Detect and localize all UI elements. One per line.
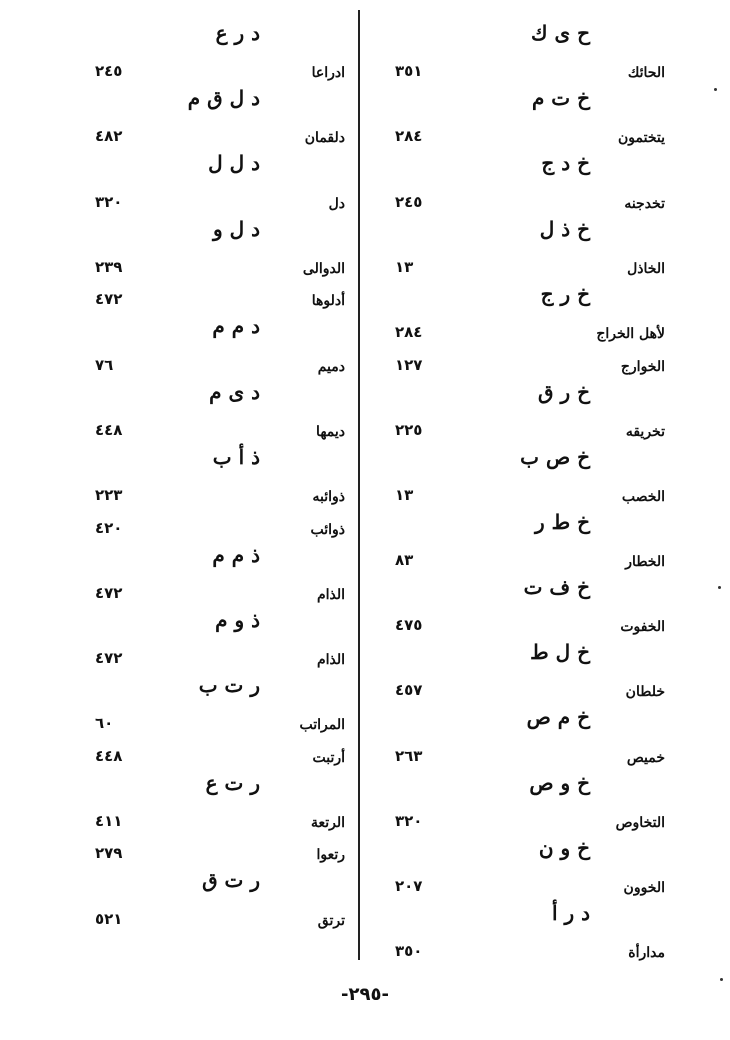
- index-entry: [95, 509, 345, 542]
- entry-word: أرتبت: [312, 749, 345, 766]
- root-heading: د ل ق م: [187, 86, 260, 111]
- index-entry: [95, 248, 345, 281]
- entry-page-number: ٣٢٠: [395, 811, 423, 830]
- entry-word: الخطار: [625, 554, 665, 571]
- scan-speck: [718, 586, 721, 589]
- entry-page-number: ٢٨٤: [395, 127, 423, 146]
- index-entry: [95, 639, 345, 672]
- entry-word: ذوائب: [310, 521, 345, 538]
- index-entry: [375, 248, 665, 281]
- root-heading: د ل ل: [208, 151, 260, 176]
- index-entry: [375, 737, 665, 770]
- entry-page-number: ٢٤٥: [395, 192, 423, 211]
- entry-word: ذوائبه: [312, 488, 345, 505]
- entry-page-number: ٢٢٣: [95, 485, 123, 504]
- index-entry: [95, 53, 345, 86]
- entry-page-number: ٤٤٨: [95, 746, 123, 765]
- entry-page-number: ٨٣: [395, 551, 414, 570]
- entry-word: المراتب: [299, 717, 345, 734]
- entry-word: الرتعة: [310, 814, 345, 831]
- entry-page-number: ٤١١: [95, 811, 123, 830]
- index-entry: [375, 933, 665, 966]
- root-heading: ر ت ع: [205, 770, 260, 795]
- entry-word: ديمها: [316, 423, 345, 440]
- entry-word: تخدجنه: [624, 195, 665, 212]
- index-entry: [95, 900, 345, 933]
- entry-word: دل: [328, 195, 345, 212]
- index-entry: [95, 118, 345, 151]
- entry-page-number: ٤٢٠: [95, 518, 123, 537]
- entry-word: الخوون: [623, 880, 665, 897]
- column-divider: [358, 10, 360, 960]
- entry-word: ادراعا: [311, 65, 345, 82]
- entry-word: الذام: [316, 586, 345, 603]
- entry-page-number: ٢٨٤: [395, 322, 423, 341]
- index-entry: [375, 672, 665, 705]
- entry-word: مدارأة: [628, 945, 665, 962]
- index-entry: [95, 704, 345, 737]
- entry-word: يتختمون: [618, 130, 665, 147]
- root-heading: خ ل ط: [530, 640, 590, 665]
- root-heading: د ر ع: [215, 21, 260, 45]
- entry-page-number: ٤٧٢: [95, 290, 123, 309]
- root-heading: خ ر ج: [540, 281, 590, 306]
- entry-page-number: ١٣: [395, 485, 414, 504]
- root-heading: خ ف ت: [523, 575, 590, 600]
- root-heading: ح ى ك: [531, 21, 590, 45]
- index-entry: [95, 411, 345, 444]
- entry-page-number: ٤٥٧: [395, 681, 423, 700]
- entry-word: الدوالى: [302, 260, 345, 277]
- index-entry: [375, 346, 665, 379]
- index-entry: [375, 476, 665, 509]
- index-entry: [95, 476, 345, 509]
- entry-word: الحائك: [627, 65, 665, 82]
- root-heading: د ل و: [212, 216, 260, 241]
- entry-word: الخفوت: [620, 619, 665, 636]
- entry-page-number: ٣٢٠: [95, 192, 123, 211]
- index-entry: [375, 542, 665, 575]
- entry-page-number: ١٣: [395, 257, 414, 276]
- index-entry: [375, 53, 665, 86]
- index-entry: [95, 737, 345, 770]
- entry-word: أدلوها: [311, 293, 345, 310]
- entry-page-number: ٤٨٢: [95, 127, 123, 146]
- index-entry: [375, 411, 665, 444]
- entry-page-number: ٢٧٩: [95, 844, 123, 863]
- root-heading: خ ذ ل: [539, 216, 590, 241]
- entry-page-number: ٢٤٥: [95, 62, 123, 81]
- entry-word: تخريقه: [625, 423, 665, 440]
- root-heading: خ ط ر: [535, 509, 590, 534]
- index-entry: [95, 281, 345, 314]
- index-entry: [95, 183, 345, 216]
- root-heading: خ و ص: [529, 770, 590, 795]
- root-heading: خ م ص: [526, 705, 590, 730]
- root-heading: خ ص ب: [520, 444, 590, 469]
- entry-word: خلطان: [625, 684, 665, 701]
- entry-word: ترتق: [317, 912, 345, 929]
- entry-word: الخوارج: [620, 358, 665, 375]
- entry-page-number: ٢٣٩: [95, 257, 123, 276]
- entry-page-number: ٢٠٧: [395, 877, 423, 896]
- root-heading: خ د ج: [541, 151, 590, 176]
- entry-page-number: ٢٦٣: [395, 746, 423, 765]
- root-heading: ذ أ ب: [212, 444, 260, 469]
- page-number: -٢٩٥-: [341, 984, 389, 1005]
- entry-word: الخاذل: [627, 260, 665, 277]
- root-heading: خ ر ق: [537, 379, 590, 404]
- root-heading: د م م: [212, 314, 260, 339]
- scan-speck: [714, 88, 717, 91]
- scan-speck: [720, 978, 723, 981]
- index-entry: [95, 802, 345, 835]
- entry-word: لأهل الخراج: [596, 325, 665, 342]
- entry-page-number: ٤٧٢: [95, 583, 123, 602]
- entry-page-number: ٤٤٨: [95, 420, 123, 439]
- entry-page-number: ٢٢٥: [395, 420, 423, 439]
- index-column-right: [375, 20, 665, 965]
- entry-page-number: ٥٢١: [95, 909, 123, 928]
- root-heading: د ى م: [209, 379, 260, 404]
- entry-page-number: ٣٥٠: [395, 942, 423, 961]
- index-entry: [375, 313, 665, 346]
- entry-word: دميم: [317, 358, 345, 375]
- index-entry: [95, 574, 345, 607]
- index-entry: [375, 118, 665, 151]
- entry-word: التخاوص: [615, 814, 665, 831]
- entry-page-number: ٧٦: [95, 355, 114, 374]
- entry-page-number: ٤٧٢: [95, 648, 123, 667]
- entry-page-number: ٤٧٥: [395, 616, 423, 635]
- entry-word: خميص: [626, 749, 665, 766]
- index-entry: [95, 346, 345, 379]
- index-entry: [375, 183, 665, 216]
- root-heading: خ ت م: [531, 86, 590, 111]
- root-heading: خ و ن: [538, 835, 590, 860]
- entry-word: الذام: [316, 651, 345, 668]
- entry-page-number: ٦٠: [95, 714, 114, 733]
- entry-word: الخصب: [621, 488, 665, 505]
- index-entry: [375, 867, 665, 900]
- index-entry: [375, 607, 665, 640]
- entry-page-number: ٣٥١: [395, 62, 423, 81]
- entry-word: دلقمان: [304, 130, 345, 147]
- index-entry: [375, 802, 665, 835]
- index-column-left: [95, 20, 345, 933]
- index-entry: [95, 835, 345, 868]
- root-heading: د ر أ: [551, 901, 590, 926]
- entry-word: رتعوا: [316, 847, 345, 864]
- root-heading: ر ت ق: [202, 868, 260, 893]
- root-heading: ذ و م: [215, 607, 260, 632]
- root-heading: ذ م م: [212, 542, 260, 567]
- entry-page-number: ١٢٧: [395, 355, 423, 374]
- root-heading: ر ت ب: [198, 672, 260, 697]
